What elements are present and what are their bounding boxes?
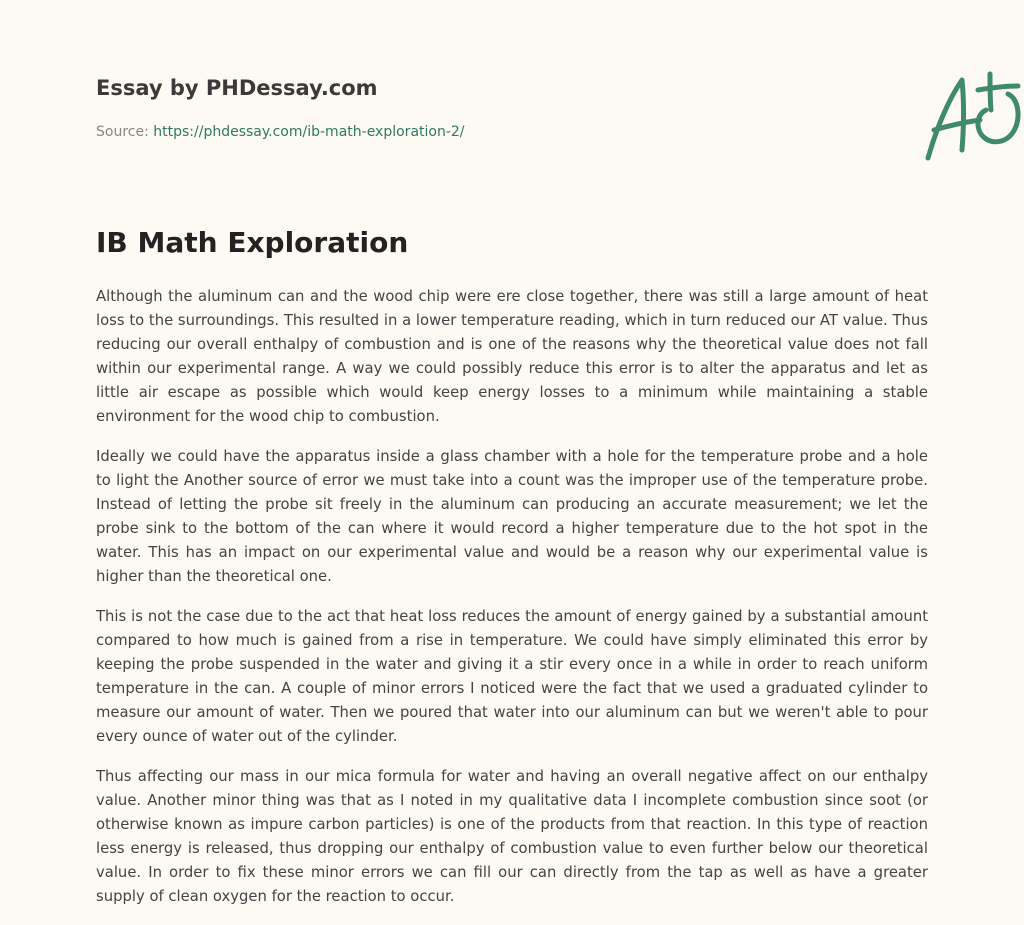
essay-paragraph: This is not the case due to the act that heat loss reduces the amount of energy gained by a substantial amount compared to how much is gained from a rise in temperature. We could have simply eliminated this error by keeping the probe suspended in the water and giving it a stir every once in a while in order to reach uniform temperature in the can. A couple of minor errors I noticed were the fact that we used a graduated cylinder to measure our amount of water. Then we poured that water into our aluminum can but we weren't able to pour every ounce of water out of the cylinder. bbox=[96, 608, 928, 745]
essay-body bbox=[96, 285, 928, 925]
a-plus-logo-icon bbox=[918, 70, 1024, 166]
essay-title: IB Math Exploration bbox=[96, 226, 409, 259]
essay-paragraph: Ideally we could have the apparatus inside a glass chamber with a hole for the temperature probe and a hole to light the Another source of error we must take into a count was the improper use of the temperature probe. Instead of letting the probe sit freely in the aluminum can producing an accurate measurement; we let the probe sink to the bottom of the can where it would record a higher temperature due to the hot spot in the water. This has an impact on our experimental value and would be a reason why our experimental value is higher than the theoretical one. bbox=[96, 448, 928, 585]
essay-paragraph: Thus affecting our mass in our mica formula for water and having an overall negative affect on our enthalpy value. Another minor thing was that as I noted in my qualitative data I incomplete combustion since soot (or otherwise known as impure carbon particles) is one of the products from that reaction. In this type of reaction less energy is released, thus dropping our enthalpy of combustion value to even further below our theoretical value. In order to fix these minor errors we can fill our can directly from the tap as well as have a greater supply of clean oxygen for the reaction to occur. bbox=[96, 768, 928, 905]
source-line bbox=[96, 124, 465, 140]
essay-paragraph: Although the aluminum can and the wood chip were ere close together, there was still a large amount of heat loss to the surroundings. This resulted in a lower temperature reading, which in turn reduced our AT value. Thus reducing our overall enthalpy of combustion and is one of the reasons why the theoretical value does not fall within our experimental range. A way we could possibly reduce this error is to alter the apparatus and let as little air escape as possible which would keep energy losses to a minimum while maintaining a stable environment for the wood chip to combustion. bbox=[96, 288, 928, 425]
site-title: Essay by PHDessay.com bbox=[96, 76, 378, 100]
source-link[interactable]: https://phdessay.com/ib-math-exploration-2/ bbox=[153, 124, 465, 140]
source-label: Source: bbox=[96, 124, 149, 140]
